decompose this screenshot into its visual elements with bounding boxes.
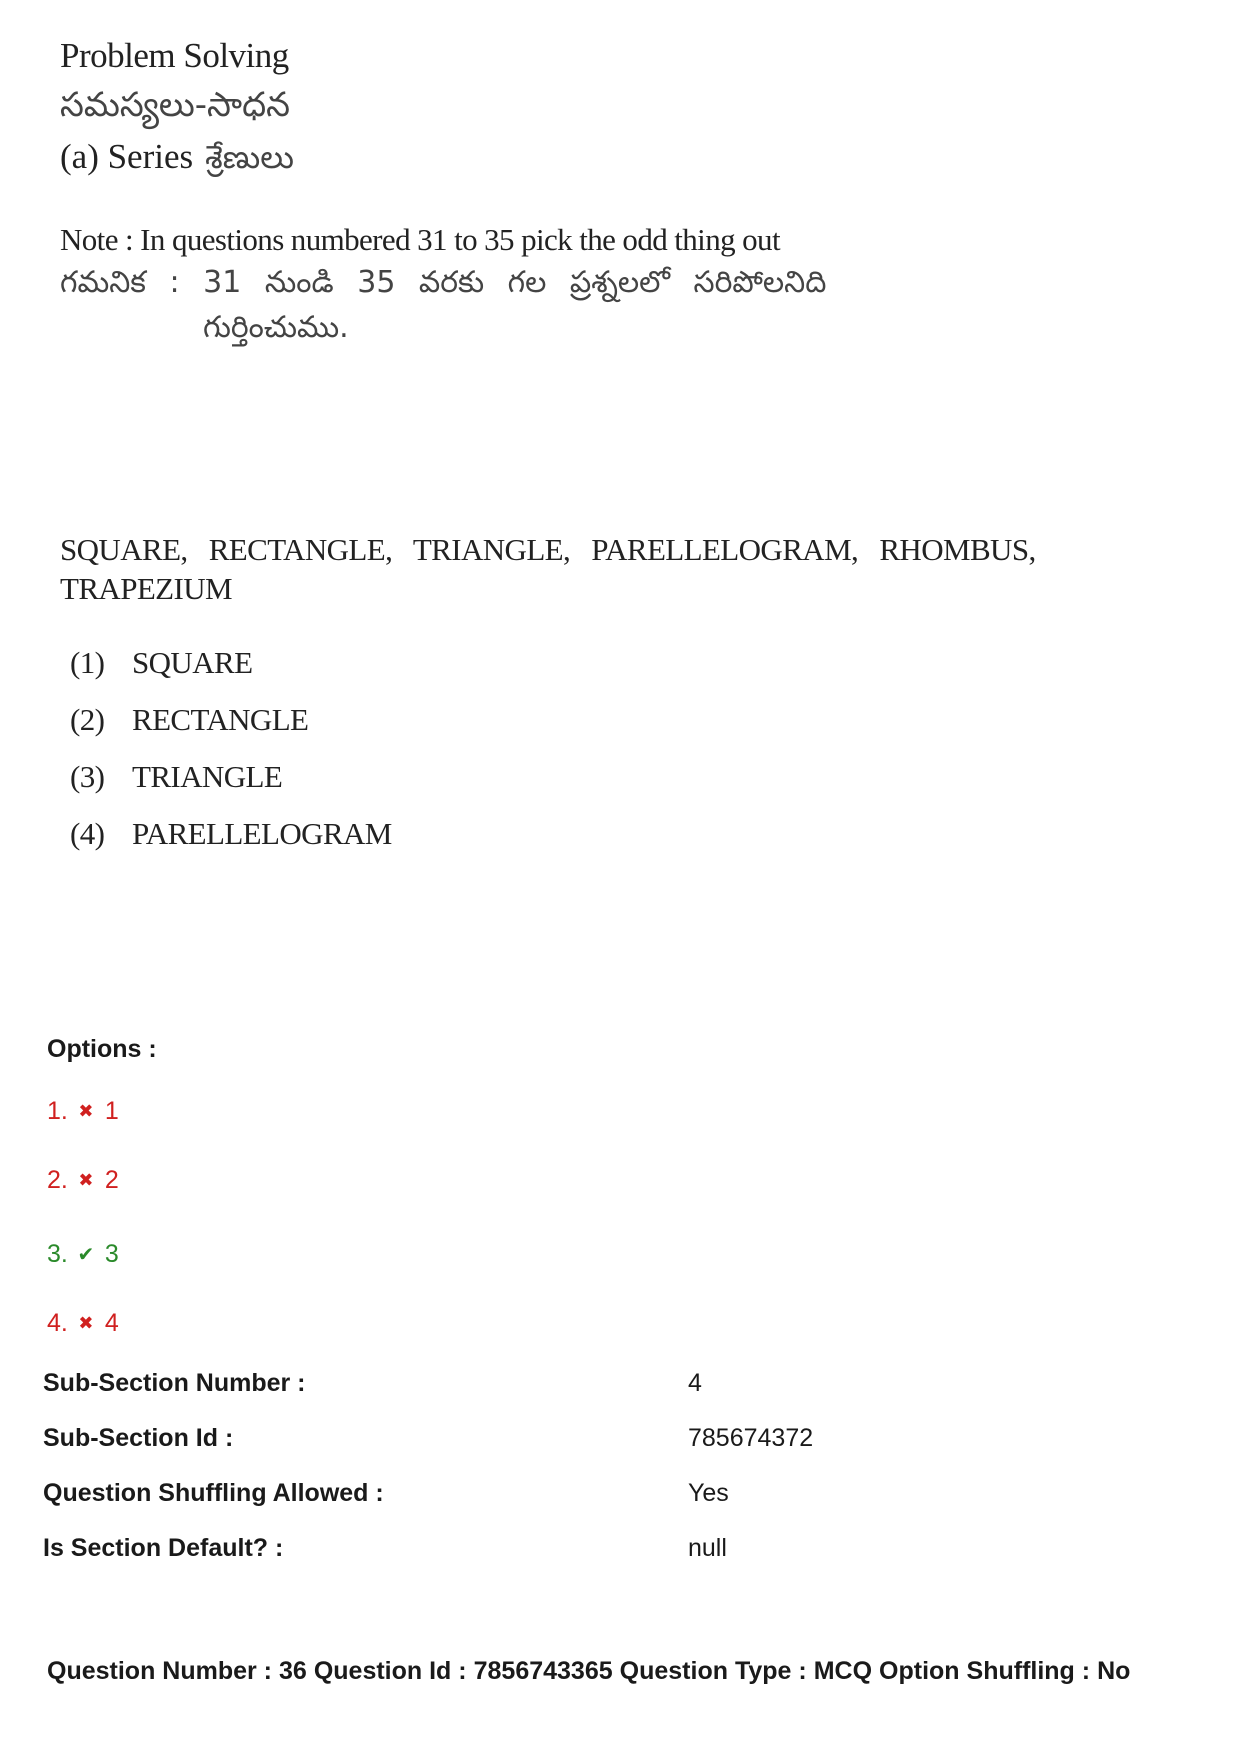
option-index: 4. bbox=[47, 1309, 68, 1337]
series-label-telugu: శ్రేణులు bbox=[205, 138, 295, 176]
section-heading-telugu: సమస్యలు-సాధన bbox=[60, 85, 290, 125]
question-type: MCQ bbox=[813, 1657, 873, 1685]
option-2 bbox=[47, 1166, 119, 1195]
option-value: 3 bbox=[104, 1240, 119, 1268]
question-number: 36 bbox=[279, 1657, 307, 1685]
instruction-note: Note : In questions numbered 31 to 35 pick the odd thing out bbox=[60, 222, 780, 257]
choice-number: (2) bbox=[70, 702, 105, 737]
instruction-note-telugu-line2: గుర్తించుము. bbox=[203, 310, 349, 345]
instruction-note-telugu-line1: గమనిక : 31 నుండి 35 వరకు గల ప్రశ్నలలో సరిపోలనిది bbox=[60, 265, 827, 300]
meta-label-subsection-number: Sub-Section Number : bbox=[43, 1369, 306, 1397]
meta-value-question-shuffling: Yes bbox=[688, 1479, 729, 1507]
choice-text: RECTANGLE bbox=[132, 702, 309, 737]
option-shuffling-label: Option Shuffling : bbox=[879, 1657, 1091, 1685]
meta-label-section-default: Is Section Default? : bbox=[43, 1534, 284, 1562]
option-1 bbox=[47, 1097, 119, 1126]
meta-label-question-shuffling: Question Shuffling Allowed : bbox=[43, 1479, 384, 1507]
choice-4 bbox=[70, 816, 392, 852]
meta-label-subsection-id: Sub-Section Id : bbox=[43, 1424, 234, 1452]
meta-value-subsection-id: 785674372 bbox=[688, 1424, 814, 1452]
cross-icon: ✖ bbox=[78, 1313, 94, 1333]
option-index: 2. bbox=[47, 1166, 68, 1194]
choice-text: PARELLELOGRAM bbox=[132, 816, 392, 851]
check-icon: ✔ bbox=[77, 1244, 95, 1266]
meta-value-subsection-number: 4 bbox=[688, 1369, 702, 1397]
meta-value-section-default: null bbox=[688, 1534, 727, 1562]
option-value: 1 bbox=[104, 1097, 119, 1125]
question-number-label: Question Number : bbox=[47, 1657, 273, 1685]
option-3 bbox=[47, 1240, 119, 1269]
choice-text: SQUARE bbox=[132, 645, 253, 680]
cross-icon: ✖ bbox=[78, 1101, 94, 1121]
choice-number: (4) bbox=[70, 816, 105, 851]
option-shuffling: No bbox=[1097, 1657, 1131, 1685]
question-footer bbox=[47, 1657, 1137, 1686]
choice-3 bbox=[70, 759, 282, 795]
series-heading bbox=[60, 137, 294, 184]
option-index: 3. bbox=[47, 1240, 68, 1268]
question-id-label: Question Id : bbox=[313, 1657, 467, 1685]
choice-number: (1) bbox=[70, 645, 105, 680]
option-value: 2 bbox=[104, 1166, 119, 1194]
options-heading: Options : bbox=[47, 1035, 157, 1063]
option-4 bbox=[47, 1309, 119, 1338]
option-value: 4 bbox=[104, 1309, 119, 1337]
choice-text: TRIANGLE bbox=[132, 759, 283, 794]
cross-icon: ✖ bbox=[78, 1170, 94, 1190]
question-text-line2: TRAPEZIUM bbox=[60, 571, 232, 606]
section-heading: Problem Solving bbox=[60, 36, 289, 75]
question-type-label: Question Type : bbox=[619, 1657, 807, 1685]
choice-1 bbox=[70, 645, 252, 681]
choice-2 bbox=[70, 702, 308, 738]
series-label: (a) Series bbox=[60, 137, 194, 176]
choice-number: (3) bbox=[70, 759, 105, 794]
question-text-line1: SQUARE, RECTANGLE, TRIANGLE, PARELLELOGRAM, RHOMBUS, bbox=[60, 532, 1036, 567]
question-id: 7856743365 bbox=[473, 1657, 613, 1685]
option-index: 1. bbox=[47, 1097, 68, 1125]
